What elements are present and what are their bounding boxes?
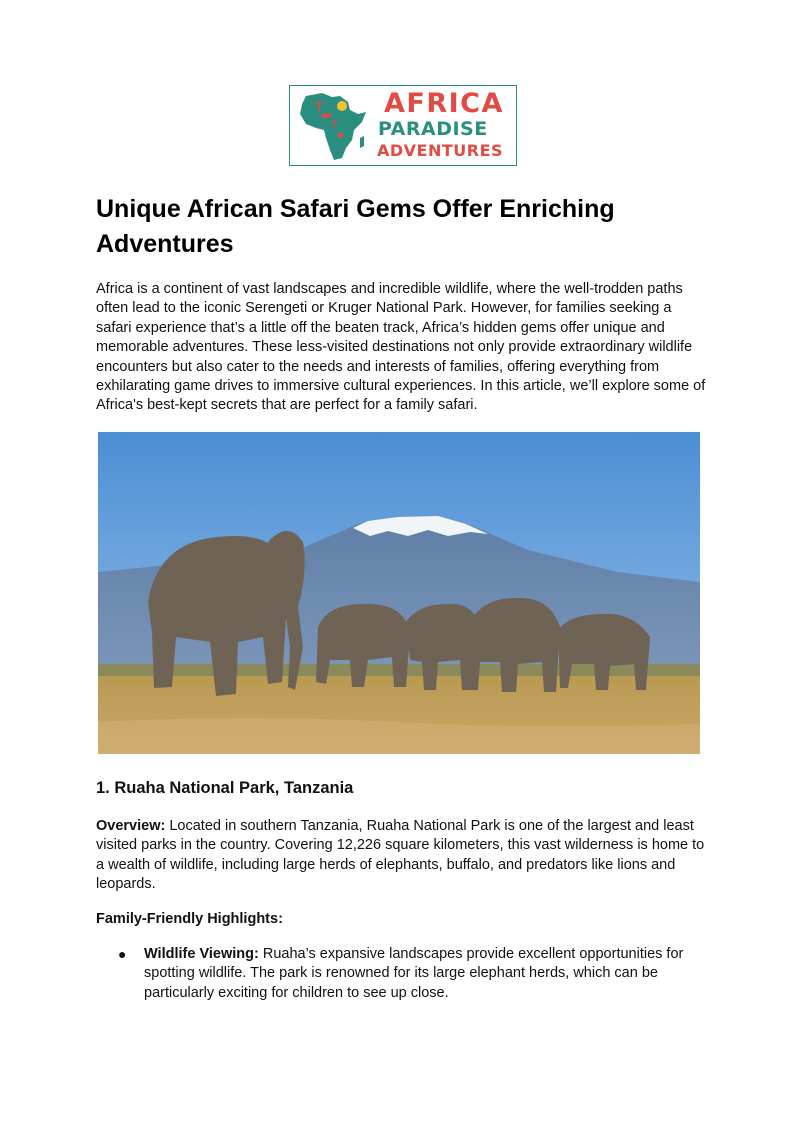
list-item-body: Ruaha’s expansive landscapes provide excellent opportunities for spotting wildlife. The park is renowned for its large elephant herds, which can be particularly exciting for children to see up close. (144, 946, 684, 1001)
overview-text: Located in southern Tanzania, Ruaha National Park is one of the largest and least visited parks in the country. Covering 12,226 square kilometers, this vast wilderness is home to a wealth of wildlife, including large herds of elephants, buffalo, and predators like lions and leopards. (96, 818, 705, 893)
africa-map-logo-icon (292, 88, 370, 164)
overview-paragraph (96, 817, 706, 895)
overview-label: Overview: (96, 818, 166, 834)
logo-word-adventures: ADVENTURES (377, 141, 504, 160)
list-item-text (144, 945, 706, 1003)
africa-paradise-adventures-logo (289, 85, 517, 166)
bullet-icon: ● (118, 946, 127, 962)
elephants-kilimanjaro-photo (98, 432, 700, 754)
safari-photo-illustration (98, 432, 700, 754)
intro-paragraph: Africa is a continent of vast landscapes and incredible wildlife, where the well-trodden paths often lead to the iconic Serengeti or Kruger National Park. However, for families seeking a safari experience that’s a little off the beaten track, Africa’s hidden gems offer unique and memorable adventures. These less-visited destinations not only provide extraordinary wildlife encounters but also cater to the needs and interests of families, offering everything from exhilarating game drives to immersive cultural experiences. In this article, we’ll explore some of Africa's best-kept secrets that are perfect for a family safari. (96, 281, 706, 414)
logo-word-paradise: PARADISE (378, 118, 488, 140)
article-title: Unique African Safari Gems Offer Enriching Adventures (96, 195, 615, 258)
list-item-label: Wildlife Viewing: (144, 946, 259, 962)
highlights-heading: Family-Friendly Highlights: (96, 911, 283, 927)
section-heading-ruaha: 1. Ruaha National Park, Tanzania (96, 779, 354, 797)
logo-word-africa: AFRICA (384, 88, 504, 119)
